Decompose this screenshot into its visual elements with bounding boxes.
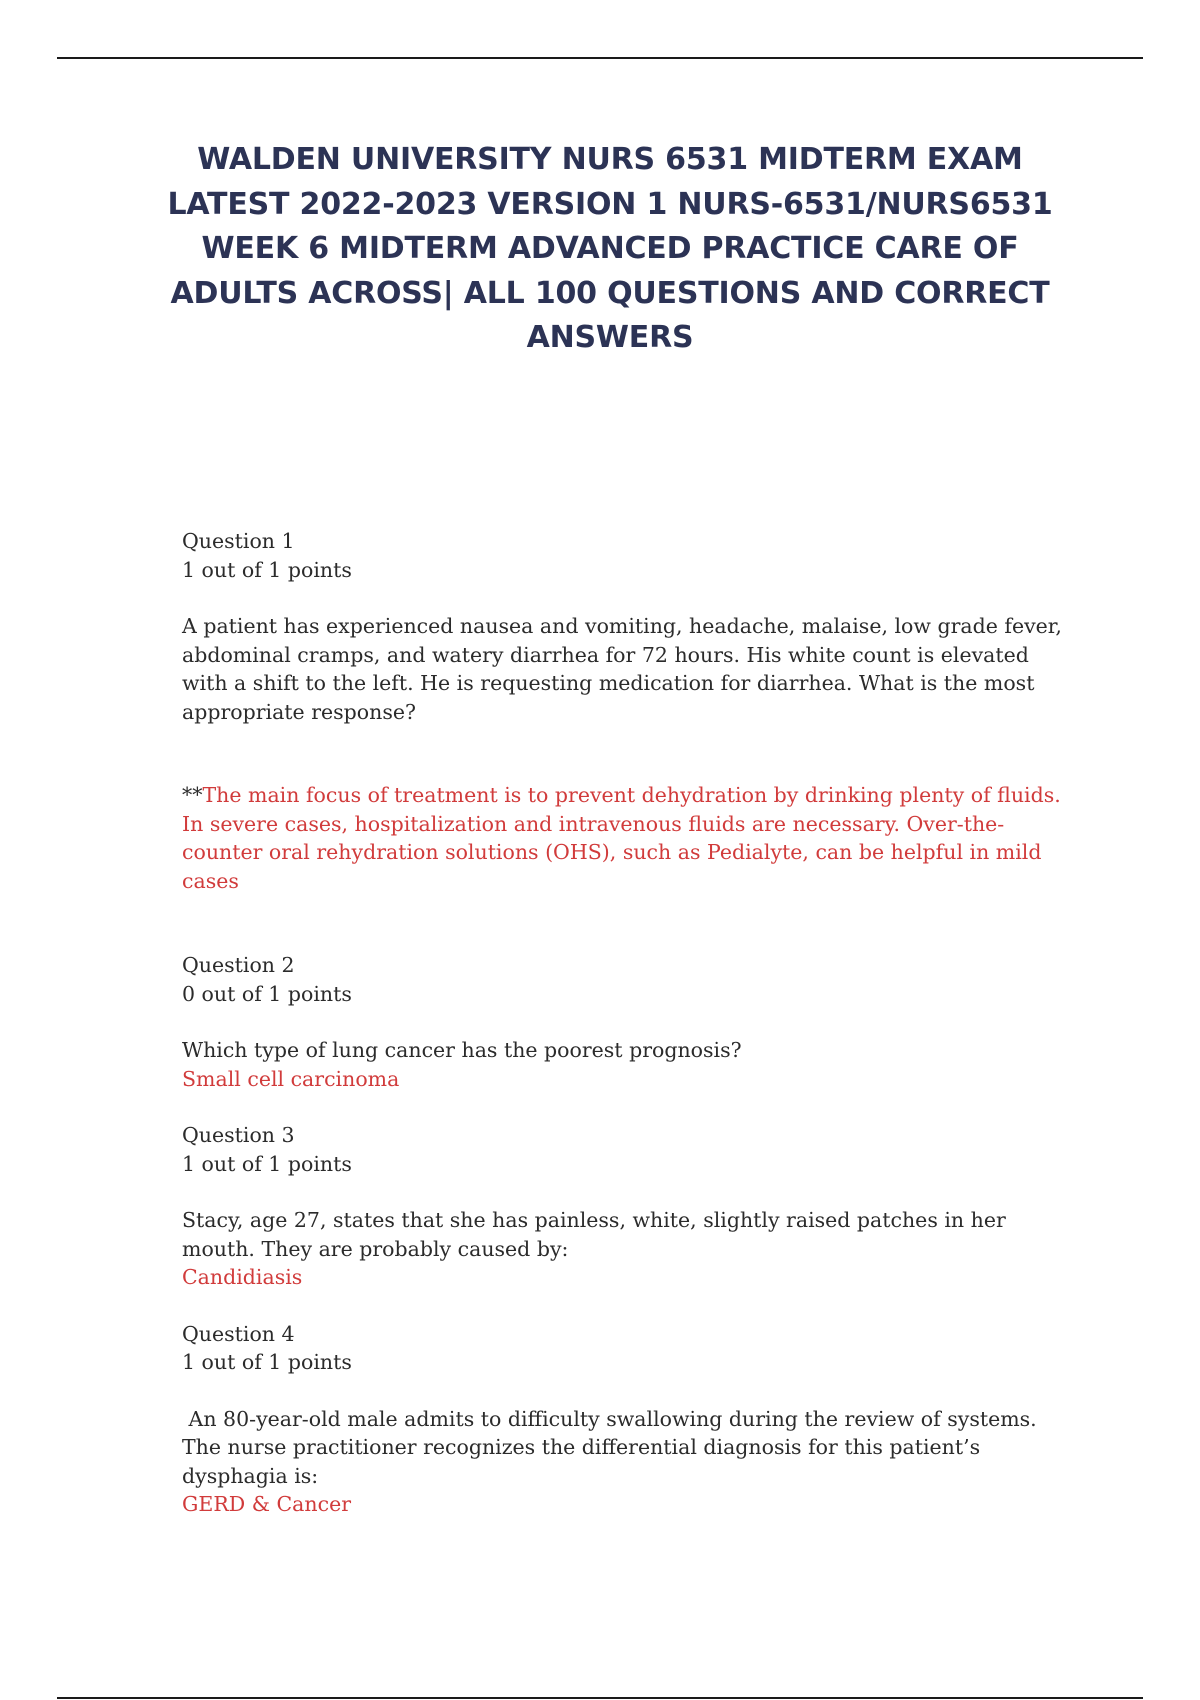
top-rule xyxy=(57,57,1143,59)
answer-block xyxy=(182,781,1062,895)
question-prompt: Which type of lung cancer has the poorest prognosis? xyxy=(182,1038,742,1062)
bottom-rule xyxy=(57,1697,1143,1699)
answer-text: Candidiasis xyxy=(182,1265,303,1289)
question-prompt: A patient has experienced nausea and vomiting, headache, malaise, low grade fever, abdominal cramps, and watery diarrhea for 72 hours. His white count is elevated with a shift to the left. He is requesting medication for diarrhea. What is the most appropriate response? xyxy=(182,614,1062,724)
question-list xyxy=(182,527,1062,1519)
question-3 xyxy=(182,1121,1062,1292)
answer-text: Small cell carcinoma xyxy=(182,1066,400,1091)
question-prompt: Stacy, age 27, states that she has painless, white, slightly raised patches in her mouth. They are probably caused by: xyxy=(182,1208,1006,1261)
answer-text: The main focus of treatment is to prevent dehydration by drinking plenty of fluids. In severe cases, hospitalization and intravenous fluids are necessary. Over-the-counter oral rehydration solutions (OHS), such as Pedialyte, can be helpful in mild cases xyxy=(182,783,1061,893)
answer-text: GERD & Cancer xyxy=(182,1492,352,1516)
question-label: Question 1 xyxy=(182,529,295,553)
question-score: 1 out of 1 points xyxy=(182,1350,352,1374)
question-score: 0 out of 1 points xyxy=(182,981,352,1006)
question-label: Question 3 xyxy=(182,1123,295,1147)
answer-prefix: ** xyxy=(182,783,203,807)
question-1 xyxy=(182,527,1062,895)
question-4 xyxy=(182,1320,1062,1519)
question-2 xyxy=(182,951,1062,1093)
question-label: Question 4 xyxy=(182,1321,295,1346)
document-title: WALDEN UNIVERSITY NURS 6531 MIDTERM EXAM LATEST 2022-2023 VERSION 1 NURS-6531/NURS6531 WEEK 6 MIDTERM ADVANCED PRACTICE CARE OF ADULTS ACROSS| ALL 100 QUESTIONS AND CORRECT ANSWERS xyxy=(167,142,1053,355)
question-label: Question 2 xyxy=(182,953,295,977)
question-score: 1 out of 1 points xyxy=(182,1151,352,1176)
question-score: 1 out of 1 points xyxy=(182,557,352,582)
question-prompt: An 80-year-old male admits to difficulty swallowing during the review of systems. The nurse practitioner recognizes the differential diagnosis for this patient’s dysphagia is: xyxy=(182,1406,1044,1488)
